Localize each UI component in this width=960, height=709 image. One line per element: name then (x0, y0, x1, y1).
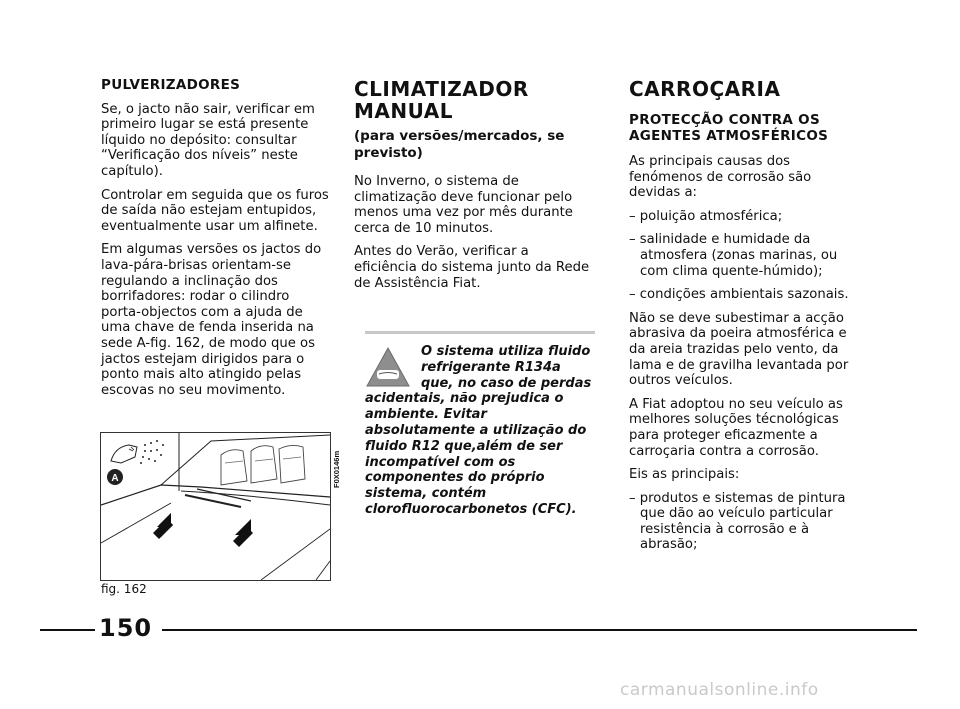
figure-code (330, 430, 342, 490)
callout-label: A (111, 473, 119, 484)
list-item: – poluição atmosférica; (629, 208, 783, 224)
paragraph: Antes do Verão, verificar a eficiência do sistema junto da Rede de Assistência Fiat. (354, 244, 590, 291)
figure-162 (100, 432, 331, 581)
arrow-icon (233, 519, 253, 547)
warning-box (365, 331, 595, 518)
paragraph: Eis as principais: (629, 467, 740, 483)
arrow-icon (153, 513, 173, 539)
page-number: 150 (99, 614, 153, 642)
list-item: – produtos e sistemas de pintura que dão ao veículo particular resistência à corrosão e à abrasão; (629, 490, 846, 553)
footer-rule-left (40, 629, 95, 631)
section-subheading: PROTECÇÃO CONTRA OS AGENTES ATMOSFÉRICOS (629, 112, 829, 144)
section-heading-carrocaria: CARROÇARIA (629, 77, 781, 101)
column-right (629, 78, 864, 561)
warning-text: O sistema utiliza fluido refrigerante R134a que, no caso de perdas acidentais, não prejudica o ambiente. Evitar absolutamente a utilização do fluido R12 que,além de ser incompatível com os componentes do próprio sistema, contém clorofluorocarbonetos (CFC). (365, 344, 592, 517)
paragraph: No Inverno, o sistema de climatização deve funcionar pelo menos uma vez por mês durante cerca de 10 minutos. (354, 174, 573, 236)
column-left (101, 78, 333, 406)
windscreen-illustration (101, 433, 330, 580)
warning-triangle-icon (365, 346, 411, 388)
paragraph: Controlar em seguida que os furos de saída não estejam entupidos, eventualmente usar um alfinete. (101, 187, 329, 234)
svg-text:F0X0146m: F0X0146m (332, 450, 341, 488)
list-item: – condições ambientais sazonais. (629, 287, 849, 303)
paragraph: Se, o jacto não sair, verificar em primeiro lugar se está presente líquido no depósito: consultar “Verificação dos níveis” neste capítulo). (101, 101, 315, 179)
paragraph: A Fiat adoptou no seu veículo as melhores soluções técnológicas para proteger eficazmente a carroçaria contra a corrosão. (629, 396, 843, 459)
paragraph: Não se deve subestimar a acção abrasiva da poeira atmosférica e da areia trazidas pelo vento, da lama e de gravilha levantada por outros veículos. (629, 310, 849, 389)
section-subtitle: (para versões/mercados, se previsto) (354, 128, 565, 161)
paragraph: Em algumas versões os jactos do lava-pára-brisas orientam-se regulando a inclinação dos borrifadores: rodar o cilindro porta-objectos com a ajuda de uma chave de fenda inserida na sede A-fig. 162, de modo que os jactos estejam dirigidos para o ponto mais alto atingido pelas escovas no seu movimento. (101, 242, 322, 398)
watermark: carmanualsonline.info (620, 680, 819, 700)
section-heading-pulverizadores: PULVERIZADORES (101, 77, 241, 93)
figure-caption: fig. 162 (101, 582, 147, 596)
paragraph: As principais causas dos fenómenos de corrosão são devidas a: (629, 154, 812, 201)
footer-rule-right (162, 629, 917, 631)
list-item: – salinidade e humidade da atmosfera (zonas marinas, ou com clima quente-húmido); (629, 232, 838, 279)
section-heading-climatizador: CLIMATIZADOR MANUAL (354, 77, 529, 123)
column-middle (354, 78, 592, 299)
